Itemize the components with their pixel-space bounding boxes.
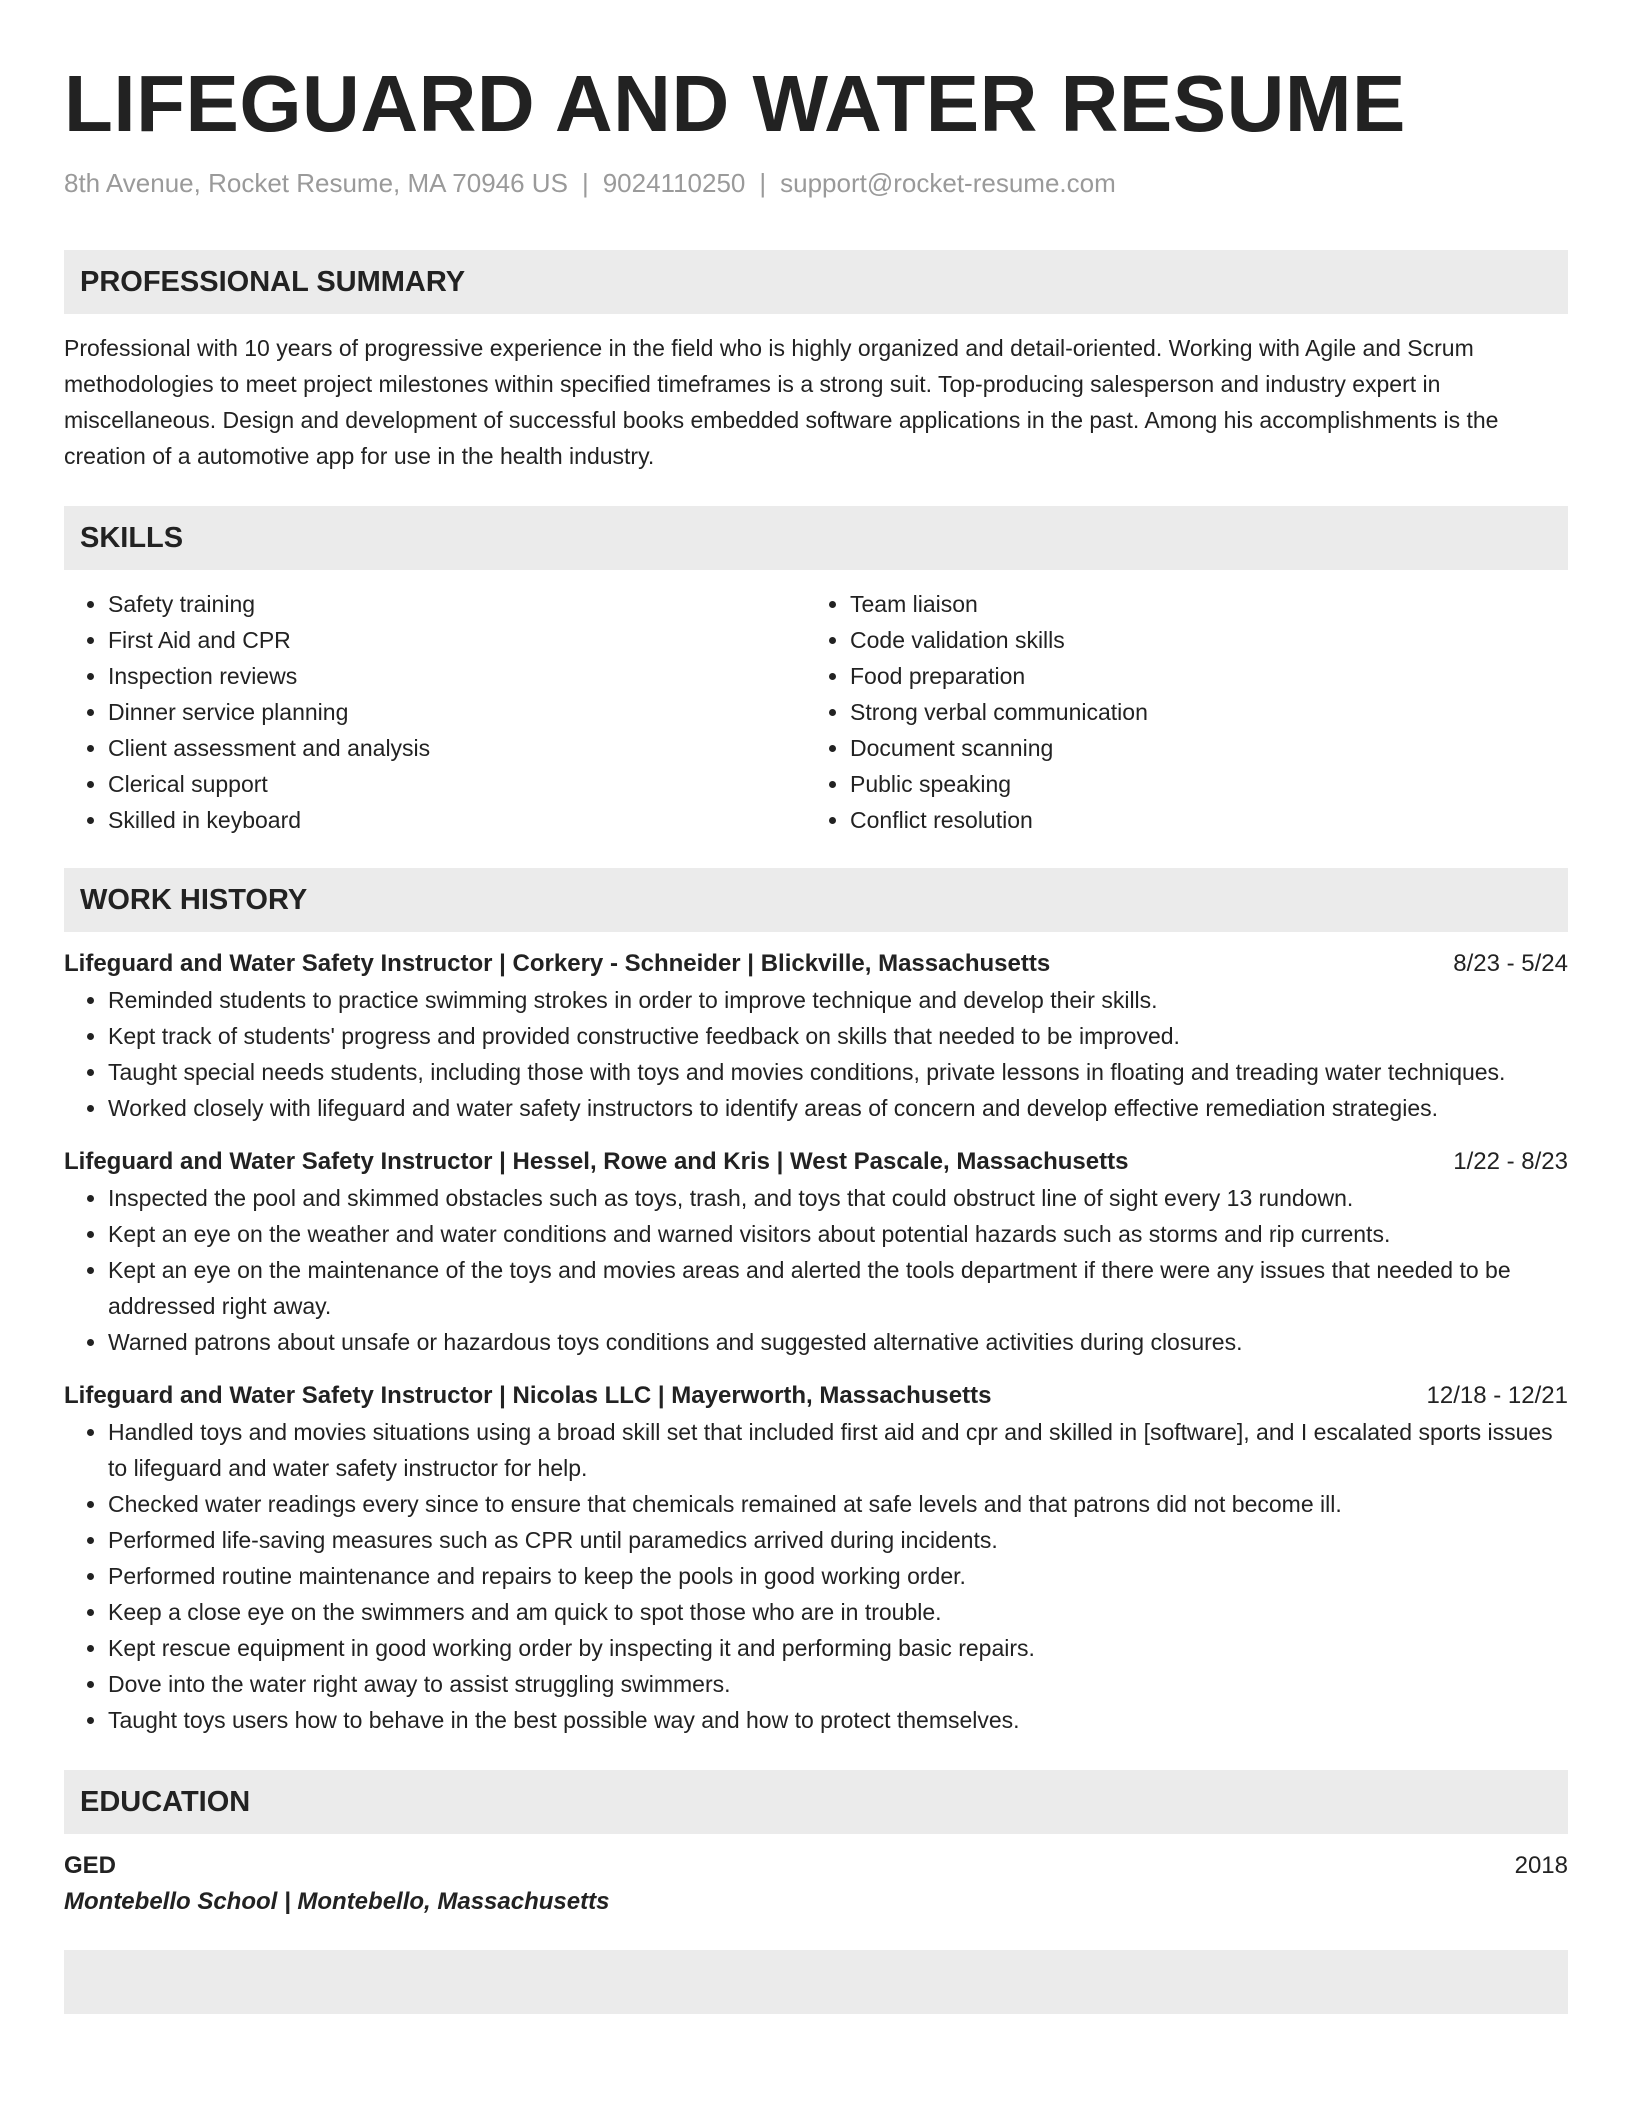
section-header-next [64, 1950, 1568, 2014]
skill-item: • Document scanning [850, 730, 1548, 766]
job-bullet: • Kept rescue equipment in good working order by inspecting it and performing basic repairs. [108, 1630, 1568, 1666]
job-bullet: • Inspected the pool and skimmed obstacles such as toys, trash, and toys that could obstruct line of sight every 13 rundown. [108, 1180, 1568, 1216]
skill-item: • Safety training [108, 586, 806, 622]
contact-separator: | [759, 168, 767, 198]
job-bullets [64, 1414, 1568, 1738]
job-bullet: • Kept track of students' progress and provided constructive feedback on skills that needed to be improved. [108, 1018, 1568, 1054]
section-header-work: WORK HISTORY [64, 868, 1568, 932]
job-bullet: • Kept an eye on the maintenance of the toys and movies areas and alerted the tools department if there were any issues that needed to be addressed right away. [108, 1252, 1568, 1324]
skills-list [64, 586, 1568, 838]
job-bullet: • Handled toys and movies situations using a broad skill set that included first aid and cpr and skilled in [software], and I escalated sports issues to lifeguard and water safety instructor for help. [108, 1414, 1568, 1486]
education-year: 2018 [1514, 1852, 1568, 1879]
contact-email: support@rocket-resume.com [780, 168, 1116, 198]
resume-title: LIFEGUARD AND WATER RESUME [64, 59, 1406, 148]
skill-item: • Skilled in keyboard [108, 802, 806, 838]
skill-item: • First Aid and CPR [108, 622, 806, 658]
contact-address: 8th Avenue, Rocket Resume, MA 70946 US [64, 168, 568, 198]
job-bullets [64, 982, 1568, 1126]
section-header-education: EDUCATION [64, 1770, 1568, 1834]
job-bullet: • Worked closely with lifeguard and water safety instructors to identify areas of concern and develop effective remediation strategies. [108, 1090, 1568, 1126]
contact-phone: 9024110250 [602, 168, 746, 198]
skills-column-left [64, 586, 806, 838]
skill-item: • Team liaison [850, 586, 1548, 622]
job-title: Lifeguard and Water Safety Instructor | Hessel, Rowe and Kris | West Pascale, Massachusetts [64, 1148, 1129, 1175]
job-dates: 12/18 - 12/21 [1426, 1382, 1568, 1409]
resume-page [64, 56, 1568, 2014]
education-degree: GED [64, 1852, 117, 1879]
job-header [64, 1144, 1568, 1180]
section-header-skills: SKILLS [64, 506, 1568, 570]
skill-item: • Strong verbal communication [850, 694, 1548, 730]
skills-column-right [806, 586, 1548, 838]
contact-line [64, 166, 1568, 200]
skill-item: • Clerical support [108, 766, 806, 802]
skill-item: • Client assessment and analysis [108, 730, 806, 766]
section-header-summary: PROFESSIONAL SUMMARY [64, 250, 1568, 314]
skill-item: • Food preparation [850, 658, 1548, 694]
job-header [64, 1378, 1568, 1414]
job-bullet: • Kept an eye on the weather and water conditions and warned visitors about potential hazards such as storms and rip currents. [108, 1216, 1568, 1252]
skill-item: • Code validation skills [850, 622, 1548, 658]
job-dates: 8/23 - 5/24 [1453, 950, 1568, 977]
job-title: Lifeguard and Water Safety Instructor | Corkery - Schneider | Blickville, Massachusetts [64, 950, 1051, 977]
job-entry [64, 946, 1568, 1126]
education-school: Montebello School | Montebello, Massachusetts [64, 1888, 610, 1915]
job-bullets [64, 1180, 1568, 1360]
job-bullet: • Performed life-saving measures such as CPR until paramedics arrived during incidents. [108, 1522, 1568, 1558]
job-bullet: • Taught special needs students, including those with toys and movies conditions, private lessons in floating and treading water techniques. [108, 1054, 1568, 1090]
skill-item: • Public speaking [850, 766, 1548, 802]
job-dates: 1/22 - 8/23 [1453, 1148, 1568, 1175]
skill-item: • Dinner service planning [108, 694, 806, 730]
job-bullet: • Checked water readings every since to ensure that chemicals remained at safe levels and that patrons did not become ill. [108, 1486, 1568, 1522]
job-bullet: • Keep a close eye on the swimmers and am quick to spot those who are in trouble. [108, 1594, 1568, 1630]
skill-item: • Inspection reviews [108, 658, 806, 694]
skill-item: • Conflict resolution [850, 802, 1548, 838]
job-entry [64, 1144, 1568, 1360]
job-bullet: • Performed routine maintenance and repairs to keep the pools in good working order. [108, 1558, 1568, 1594]
job-header [64, 946, 1568, 982]
summary-text: Professional with 10 years of progressive experience in the field who is highly organized and detail-oriented. Working with Agile and Scrum methodologies to meet project milestones within specified timeframes is a strong suit. Top-producing salesperson and industry expert in miscellaneous. Design and development of successful books embedded software applications in the past. Among his accomplishments is the creation of a automotive app for use in the health industry. [64, 335, 1499, 469]
job-bullet: • Taught toys users how to behave in the best possible way and how to protect themselves. [108, 1702, 1568, 1738]
job-bullet: • Dove into the water right away to assist struggling swimmers. [108, 1666, 1568, 1702]
job-entry [64, 1378, 1568, 1738]
job-title: Lifeguard and Water Safety Instructor | Nicolas LLC | Mayerworth, Massachusetts [64, 1382, 992, 1409]
job-bullet: • Reminded students to practice swimming strokes in order to improve technique and develop their skills. [108, 982, 1568, 1018]
education-header [64, 1848, 1568, 1884]
contact-separator: | [581, 168, 589, 198]
job-bullet: • Warned patrons about unsafe or hazardous toys conditions and suggested alternative activities during closures. [108, 1324, 1568, 1360]
